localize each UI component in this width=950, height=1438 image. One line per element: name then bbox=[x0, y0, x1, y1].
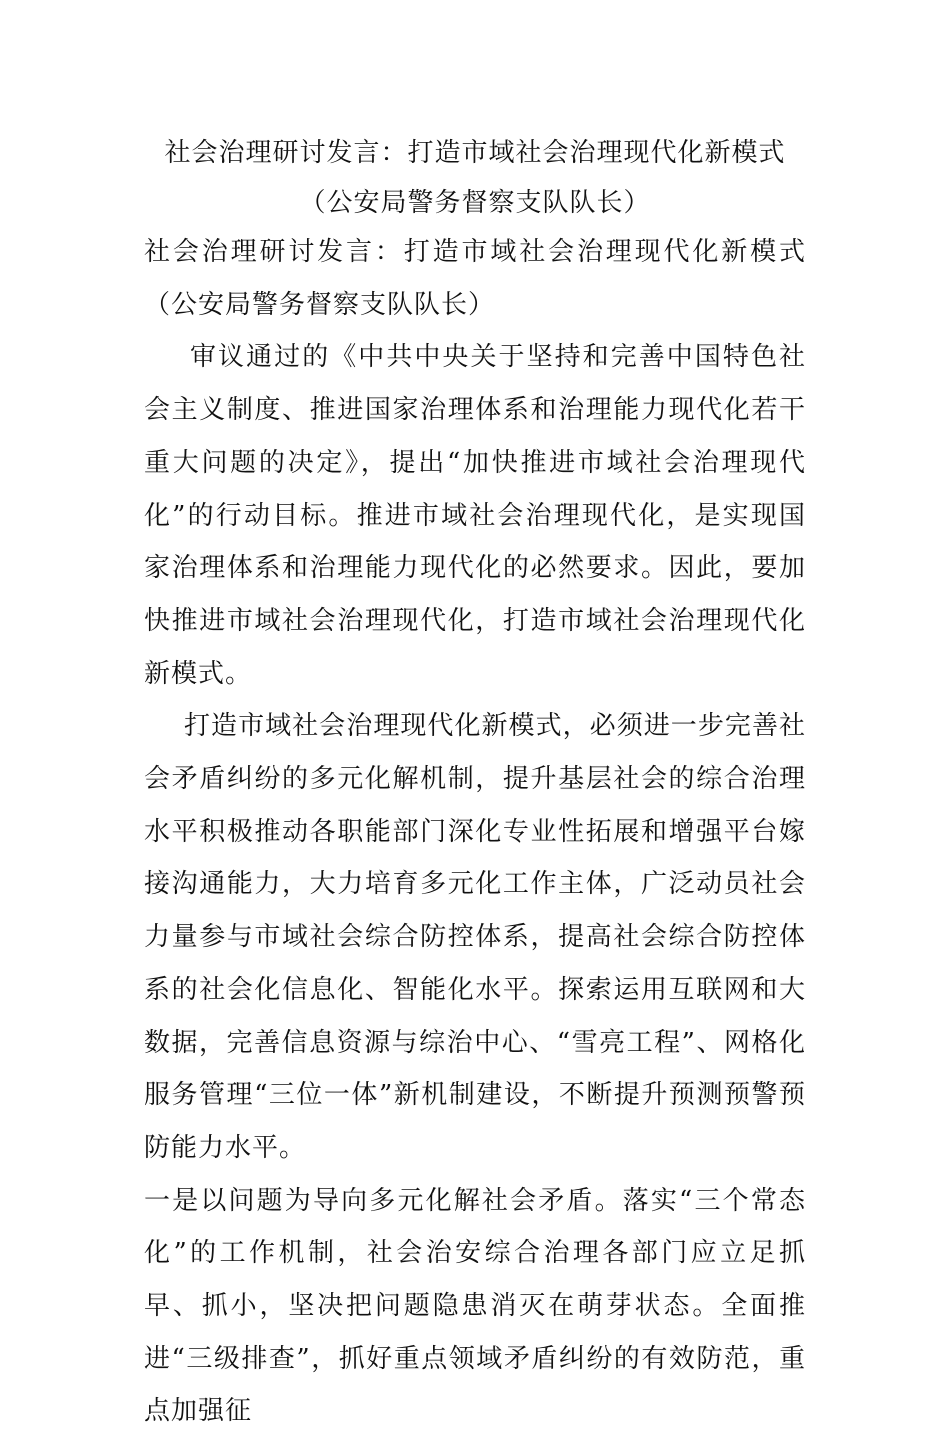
paragraph-3: 一是以问题为导向多元化解社会矛盾。落实“三个常态化”的工作机制，社会治安综合治理各部门应立足抓早、抓小，坚决把问题隐患消灭在萌芽状态。全面推进“三级排查”，抓好重点领域矛盾纠纷的有效防范，重点加强征 bbox=[144, 1185, 806, 1427]
document-body bbox=[144, 226, 806, 1438]
paragraph-2: 打造市域社会治理现代化新模式，必须进一步完善社会矛盾纠纷的多元化解机制，提升基层社会的综合治理水平积极推动各职能部门深化专业性拓展和增强平台嫁接沟通能力，大力培育多元化工作主体，广泛动员社会力量参与市域社会综合防控体系，提高社会综合防控体系的社会化信息化、智能化水平。探索运用互联网和大数据，完善信息资源与综治中心、“雪亮工程”、网格化服务管理“三位一体”新机制建设，不断提升预测预警预防能力水平。 bbox=[144, 711, 806, 1163]
repeated-title: 社会治理研讨发言：打造市域社会治理现代化新模式（公安局警务督察支队队长） bbox=[144, 237, 806, 320]
document-title: 社会治理研讨发言：打造市域社会治理现代化新模式（公安局警务督察支队队长） bbox=[164, 138, 786, 218]
paragraph-1: 审议通过的《中共中央关于坚持和完善中国特色社会主义制度、推进国家治理体系和治理能力现代化若干重大问题的决定》，提出“加快推进市域社会治理现代化”的行动目标。推进市域社会治理现代化，是实现国家治理体系和治理能力现代化的必然要求。因此，要加快推进市域社会治理现代化，打造市域社会治理现代化新模式。 bbox=[144, 342, 806, 689]
